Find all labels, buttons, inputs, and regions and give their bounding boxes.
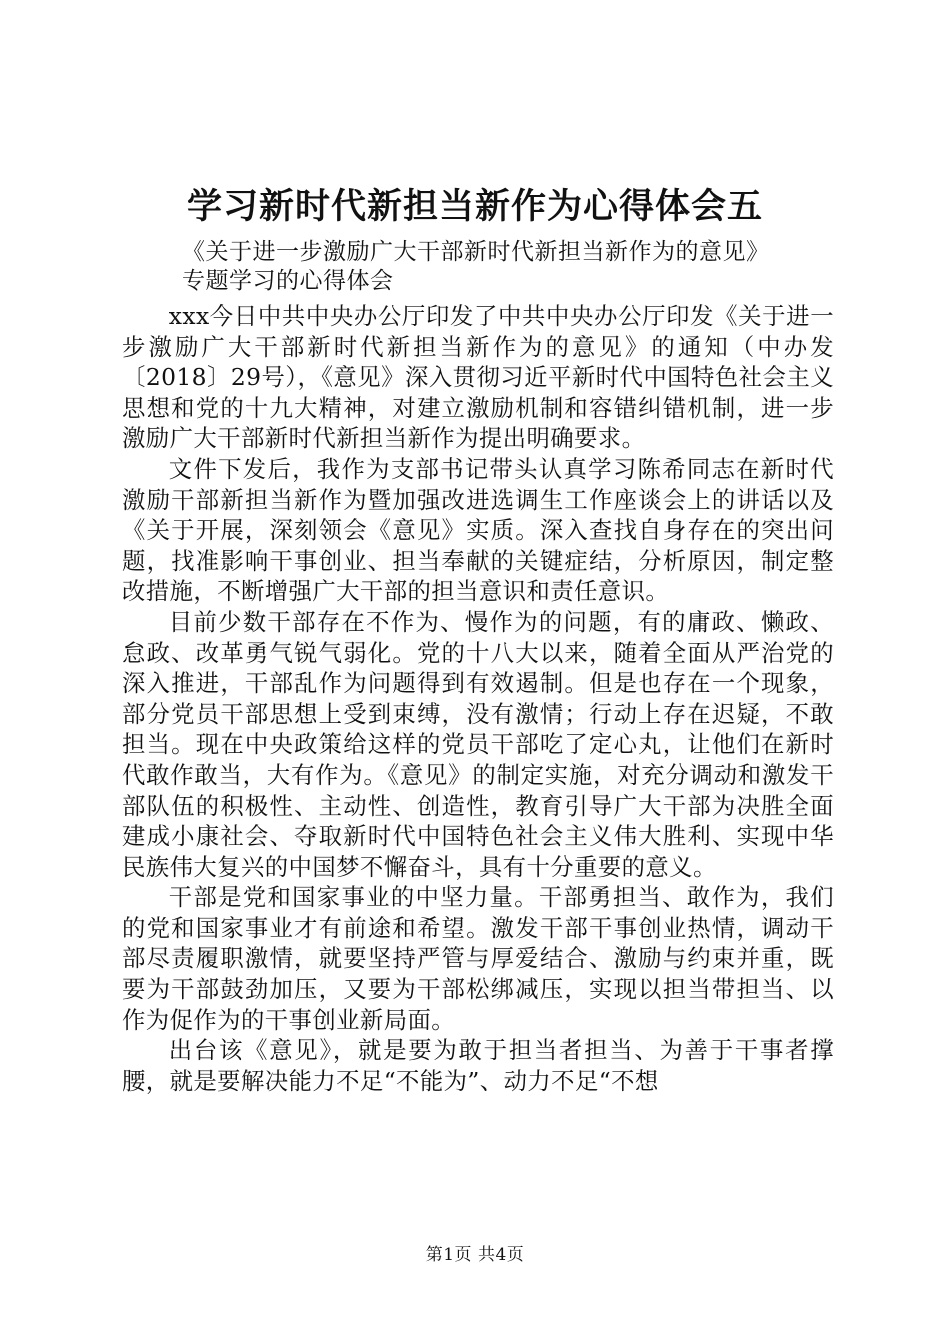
document-title: 学习新时代新担当新作为心得体会五 xyxy=(186,186,763,227)
paragraph-4: 干部是党和国家事业的中坚力量。干部勇担当、敢作为，我们的党和国家事业才有前途和希望。激发干部干事创业热情，调动干部尽责履职激情，就要坚持严管与厚爱结合、激励与约束并重，既要为干部鼓劲加压，又要为干部松绑减压，实现以担当带担当、以作为促作为的干事创业新局面。 xyxy=(122,883,834,1034)
document-body xyxy=(122,301,834,1096)
paragraph-1: xxx今日中共中央办公厅印发了中共中央办公厅印发《关于进一步激励广大干部新时代新担当新作为的意见》的通知（中办发〔2018〕29号），《意见》深入贯彻习近平新时代中国特色社会主义思想和党的十九大精神，对建立激励机制和容错纠错机制，进一步激励广大干部新时代新担当新作为提出明确要求。 xyxy=(122,302,834,453)
document-subtitle xyxy=(182,238,842,296)
paragraph-3: 目前少数干部存在不作为、慢作为的问题，有的庸政、懒政、怠政、改革勇气锐气弱化。党的十八大以来，随着全面从严治党的深入推进，干部乱作为问题得到有效遏制。但是也存在一个现象，部分党员干部思想上受到束缚，没有激情；行动上存在迟疑，不敢担当。现在中央政策给这样的党员干部吃了定心丸，让他们在新时代敢作敢当，大有作为。《意见》的制定实施，对充分调动和激发干部队伍的积极性、主动性、创造性，教育引导广大干部为决胜全面建成小康社会、夺取新时代中国特色社会主义伟大胜利、实现中华民族伟大复兴的中国梦不懈奋斗，具有十分重要的意义。 xyxy=(122,607,834,881)
paragraph-5: 出台该《意见》，就是要为敢于担当者担当、为善于干事者撑腰，就是要解决能力不足“不能为”、动力不足“不想 xyxy=(122,1036,834,1095)
subtitle-line-2: 专题学习的心得体会 xyxy=(182,268,394,294)
subtitle-line-1: 《关于进一步激励广大干部新时代新担当新作为的意见》 xyxy=(182,239,770,265)
paragraph-2: 文件下发后，我作为支部书记带头认真学习陈希同志在新时代激励干部新担当新作为暨加强改进选调生工作座谈会上的讲话以及《关于开展，深刻领会《意见》实质。深入查找自身存在的突出问题，找准影响干事创业、担当奉献的关键症结，分析原因，制定整改措施，不断增强广大干部的担当意识和责任意识。 xyxy=(122,454,834,606)
page-footer: 第1页 共4页 xyxy=(425,1245,525,1265)
